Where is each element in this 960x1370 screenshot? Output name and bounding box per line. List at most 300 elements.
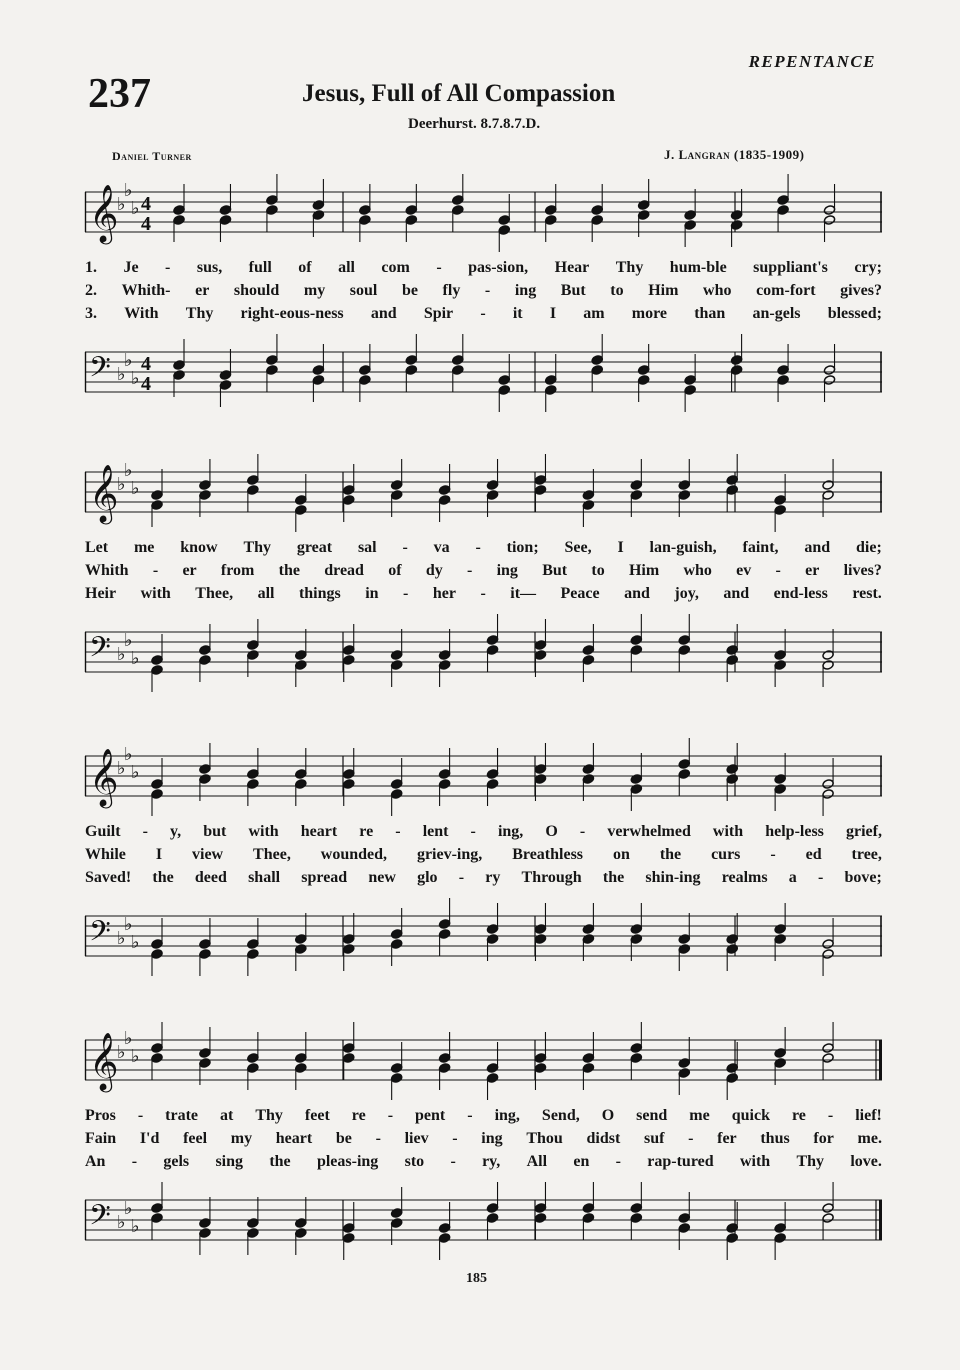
note-head <box>151 1043 163 1054</box>
note-head <box>774 934 786 945</box>
note-head <box>390 1063 402 1074</box>
note-head <box>199 1048 211 1059</box>
note-head <box>438 485 450 496</box>
note-head <box>486 934 498 945</box>
note-head <box>637 200 649 211</box>
note-head <box>545 205 557 216</box>
note-head <box>151 949 163 960</box>
note-head <box>777 195 789 206</box>
note-head <box>630 645 642 656</box>
note-head <box>343 1053 355 1064</box>
note-head <box>534 475 546 486</box>
note-head <box>822 939 834 950</box>
note-head <box>438 495 450 506</box>
note-head <box>582 934 594 945</box>
flat-icon: ♭ <box>124 180 133 201</box>
note-head <box>486 1213 498 1224</box>
note-head <box>199 645 211 656</box>
note-head <box>534 764 546 775</box>
bass-staff <box>85 910 882 966</box>
note-head <box>630 934 642 945</box>
note-head <box>359 375 371 386</box>
music-system-3 <box>85 744 882 980</box>
note-head <box>247 1053 259 1064</box>
note-head <box>678 1068 690 1079</box>
note-head <box>534 1063 546 1074</box>
note-head <box>199 1218 211 1229</box>
note-head <box>438 660 450 671</box>
note-head <box>312 200 324 211</box>
note-head <box>726 1233 738 1244</box>
note-head <box>295 934 307 945</box>
section-label: REPENTANCE <box>748 52 876 71</box>
note-head <box>295 944 307 955</box>
note-head <box>534 924 546 935</box>
hymn-number: 237 <box>88 71 151 117</box>
note-head <box>266 195 278 206</box>
note-head <box>199 774 211 785</box>
lyric-line: Heir with Thee, all things in - her - it— Peace and joy, and end-less rest. <box>85 585 882 602</box>
note-head <box>219 205 231 216</box>
flat-icon: ♭ <box>131 1216 140 1237</box>
note-head <box>777 205 789 216</box>
note-head <box>151 655 163 666</box>
note-head <box>247 1228 259 1239</box>
note-head <box>678 480 690 491</box>
note-head <box>390 789 402 800</box>
note-head <box>343 769 355 780</box>
music-system-2 <box>85 460 882 696</box>
treble-clef-icon: 𝄞 <box>89 1032 119 1090</box>
note-head <box>266 205 278 216</box>
note-head <box>359 205 371 216</box>
note-head <box>678 759 690 770</box>
note-head <box>545 215 557 226</box>
note-head <box>219 380 231 391</box>
lyrics-block <box>85 256 882 325</box>
note-head <box>630 1053 642 1064</box>
note-head <box>774 1223 786 1234</box>
note-head <box>295 505 307 516</box>
note-head <box>295 779 307 790</box>
note-head <box>822 650 834 661</box>
note-head <box>266 365 278 376</box>
flat-icon: ♭ <box>117 194 126 215</box>
note-head <box>534 1213 546 1224</box>
note-head <box>534 640 546 651</box>
note-head <box>591 365 603 376</box>
note-head <box>247 769 259 780</box>
note-head <box>774 1048 786 1059</box>
note-head <box>582 645 594 656</box>
note-head <box>486 635 498 646</box>
note-head <box>582 774 594 785</box>
note-head <box>678 645 690 656</box>
note-head <box>486 1063 498 1074</box>
note-head <box>295 1228 307 1239</box>
note-head <box>774 924 786 935</box>
note-head <box>498 385 510 396</box>
flat-icon: ♭ <box>117 1042 126 1063</box>
note-head <box>343 645 355 656</box>
tune-meter: Deerhurst. 8.7.8.7.D. <box>408 116 541 132</box>
note-head <box>822 1203 834 1214</box>
note-head <box>534 934 546 945</box>
note-head <box>486 645 498 656</box>
note-head <box>343 1223 355 1234</box>
note-head <box>219 215 231 226</box>
note-head <box>591 355 603 366</box>
note-head <box>452 205 464 216</box>
treble-staff <box>85 180 882 242</box>
note-head <box>151 1203 163 1214</box>
note-head <box>822 490 834 501</box>
note-head <box>390 1208 402 1219</box>
note-head <box>343 944 355 955</box>
note-head <box>199 764 211 775</box>
note-head <box>438 769 450 780</box>
note-head <box>247 1218 259 1229</box>
note-head <box>266 355 278 366</box>
note-head <box>822 1053 834 1064</box>
note-head <box>486 480 498 491</box>
hymn-title: Jesus, Full of All Compassion <box>302 80 616 107</box>
note-head <box>359 215 371 226</box>
note-head <box>823 375 835 386</box>
note-head <box>726 475 738 486</box>
note-head <box>582 1213 594 1224</box>
note-head <box>405 365 417 376</box>
note-head <box>726 764 738 775</box>
note-head <box>630 924 642 935</box>
note-head <box>534 485 546 496</box>
flat-icon: ♭ <box>117 364 126 385</box>
note-head <box>726 934 738 945</box>
note-head <box>312 210 324 221</box>
lyric-line: Pros - trate at Thy feet re - pent - ing, Send, O send me quick re - lief! <box>85 1107 882 1124</box>
flat-icon: ♭ <box>117 1212 126 1233</box>
note-head <box>343 655 355 666</box>
note-head <box>295 650 307 661</box>
time-signature-icon: 4 <box>141 373 151 395</box>
note-head <box>591 215 603 226</box>
flat-icon: ♭ <box>117 758 126 779</box>
note-head <box>390 650 402 661</box>
note-head <box>390 929 402 940</box>
note-head <box>295 1218 307 1229</box>
note-head <box>219 370 231 381</box>
note-head <box>151 665 163 676</box>
note-head <box>637 365 649 376</box>
note-head <box>452 355 464 366</box>
note-head <box>774 505 786 516</box>
note-head <box>822 660 834 671</box>
note-head <box>247 475 259 486</box>
flat-icon: ♭ <box>131 478 140 499</box>
music-system-1 <box>85 180 882 416</box>
note-head <box>678 769 690 780</box>
lyric-line: Let me know Thy great sal - va - tion; See, I lan-guish, faint, and die; <box>85 539 882 556</box>
note-head <box>359 365 371 376</box>
flat-icon: ♭ <box>117 644 126 665</box>
flat-icon: ♭ <box>117 928 126 949</box>
bass-clef-icon: 𝄢 <box>89 915 111 955</box>
note-head <box>582 490 594 501</box>
note-head <box>295 769 307 780</box>
note-head <box>151 1213 163 1224</box>
note-head <box>390 1218 402 1229</box>
lyric-line: 1. Je - sus, full of all com - pas-sion, Hear Thy hum-ble suppliant's cry; <box>85 259 882 276</box>
note-head <box>774 660 786 671</box>
note-head <box>678 1213 690 1224</box>
lyrics-block <box>85 536 882 605</box>
note-head <box>390 779 402 790</box>
note-head <box>312 365 324 376</box>
note-head <box>247 1063 259 1074</box>
note-head <box>678 1058 690 1069</box>
note-head <box>774 650 786 661</box>
note-head <box>438 650 450 661</box>
note-head <box>678 490 690 501</box>
note-head <box>151 1053 163 1064</box>
note-head <box>438 1233 450 1244</box>
treble-clef-icon: 𝄞 <box>89 184 119 242</box>
note-head <box>151 500 163 511</box>
bass-staff <box>85 1194 882 1250</box>
note-head <box>173 215 185 226</box>
lyrics-block <box>85 1104 882 1173</box>
note-head <box>247 949 259 960</box>
note-head <box>730 220 742 231</box>
composer-credit: J. Langran (1835-1909) <box>664 147 805 162</box>
note-head <box>343 485 355 496</box>
note-head <box>582 764 594 775</box>
note-head <box>405 355 417 366</box>
note-head <box>684 220 696 231</box>
bass-staff <box>85 346 882 402</box>
note-head <box>343 1233 355 1244</box>
note-head <box>726 655 738 666</box>
note-head <box>199 655 211 666</box>
note-head <box>730 355 742 366</box>
note-head <box>630 1043 642 1054</box>
note-head <box>438 1223 450 1234</box>
note-head <box>534 650 546 661</box>
note-head <box>343 1043 355 1054</box>
lyric-line: While I view Thee, wounded, griev-ing, Breathless on the curs - ed tree, <box>85 846 882 863</box>
note-head <box>486 1073 498 1084</box>
note-head <box>390 939 402 950</box>
note-head <box>199 939 211 950</box>
note-head <box>777 365 789 376</box>
note-head <box>247 650 259 661</box>
note-head <box>582 655 594 666</box>
flat-icon: ♭ <box>124 1198 133 1219</box>
note-head <box>295 495 307 506</box>
author-credit: Daniel Turner <box>112 149 192 163</box>
note-head <box>486 779 498 790</box>
note-head <box>774 774 786 785</box>
note-head <box>173 205 185 216</box>
time-signature-icon: 4 <box>141 193 151 215</box>
note-head <box>498 375 510 386</box>
note-head <box>151 789 163 800</box>
note-head <box>438 929 450 940</box>
note-head <box>822 480 834 491</box>
note-head <box>405 215 417 226</box>
note-head <box>630 784 642 795</box>
lyric-line: 2. Whith- er should my soul be fly - ing But to Him who com-fort gives? <box>85 282 882 299</box>
note-head <box>630 1203 642 1214</box>
lyrics-block <box>85 820 882 889</box>
note-head <box>295 1053 307 1064</box>
time-signature-icon: 4 <box>141 213 151 235</box>
treble-staff <box>85 744 882 806</box>
note-head <box>452 365 464 376</box>
note-head <box>630 480 642 491</box>
treble-clef-icon: 𝄞 <box>89 748 119 806</box>
note-head <box>390 480 402 491</box>
flat-icon: ♭ <box>124 350 133 371</box>
note-head <box>726 645 738 656</box>
note-head <box>630 635 642 646</box>
flat-icon: ♭ <box>131 762 140 783</box>
note-head <box>726 944 738 955</box>
note-head <box>678 934 690 945</box>
note-head <box>486 490 498 501</box>
note-head <box>486 1203 498 1214</box>
note-head <box>545 375 557 386</box>
note-head <box>774 1233 786 1244</box>
note-head <box>173 370 185 381</box>
bass-staff <box>85 626 882 682</box>
flat-icon: ♭ <box>124 460 133 481</box>
note-head <box>726 1063 738 1074</box>
note-head <box>582 924 594 935</box>
note-head <box>438 779 450 790</box>
note-head <box>534 1053 546 1064</box>
note-head <box>582 500 594 511</box>
flat-icon: ♭ <box>131 648 140 669</box>
note-head <box>151 779 163 790</box>
music-system-4 <box>85 1028 882 1264</box>
note-head <box>247 779 259 790</box>
note-head <box>534 1203 546 1214</box>
treble-staff <box>85 460 882 522</box>
page-number: 185 <box>466 1271 487 1286</box>
note-head <box>630 774 642 785</box>
time-signature-icon: 4 <box>141 353 151 375</box>
note-head <box>730 365 742 376</box>
lyric-line: Saved! the deed shall spread new glo - ry Through the shin-ing realms a - bove; <box>85 869 882 886</box>
note-head <box>684 210 696 221</box>
note-head <box>390 660 402 671</box>
lyric-line: 3. With Thy right-eous-ness and Spir - it I am more than an-gels blessed; <box>85 305 882 322</box>
bass-clef-icon: 𝄢 <box>89 631 111 671</box>
note-head <box>823 365 835 376</box>
note-head <box>295 1063 307 1074</box>
note-head <box>678 635 690 646</box>
note-head <box>822 789 834 800</box>
note-head <box>774 1058 786 1069</box>
note-head <box>726 1223 738 1234</box>
flat-icon: ♭ <box>117 474 126 495</box>
note-head <box>822 779 834 790</box>
note-head <box>247 485 259 496</box>
note-head <box>822 1213 834 1224</box>
note-head <box>774 495 786 506</box>
bass-clef-icon: 𝄢 <box>89 1199 111 1239</box>
lyric-line: Guilt - y, but with heart re - lent - ing, O - verwhelmed with help-less grief, <box>85 823 882 840</box>
note-head <box>343 779 355 790</box>
note-head <box>199 490 211 501</box>
lyric-line: Whith - er from the dread of dy - ing But to Him who ev - er lives? <box>85 562 882 579</box>
bass-clef-icon: 𝄢 <box>89 351 111 391</box>
note-head <box>823 215 835 226</box>
note-head <box>247 640 259 651</box>
note-head <box>199 1228 211 1239</box>
note-head <box>823 205 835 216</box>
note-head <box>774 784 786 795</box>
treble-clef-icon: 𝄞 <box>89 464 119 522</box>
note-head <box>591 205 603 216</box>
flat-icon: ♭ <box>131 198 140 219</box>
note-head <box>730 210 742 221</box>
note-head <box>199 1058 211 1069</box>
note-head <box>678 1223 690 1234</box>
note-head <box>247 939 259 950</box>
flat-icon: ♭ <box>131 932 140 953</box>
note-head <box>343 934 355 945</box>
note-head <box>726 485 738 496</box>
note-head <box>684 385 696 396</box>
note-head <box>151 490 163 501</box>
lyric-line: An - gels sing the pleas-ing sto - ry, All en - rap-tured with Thy love. <box>85 1153 882 1170</box>
note-head <box>173 360 185 371</box>
note-head <box>637 375 649 386</box>
flat-icon: ♭ <box>124 914 133 935</box>
note-head <box>630 490 642 501</box>
note-head <box>498 225 510 236</box>
note-head <box>151 939 163 950</box>
note-head <box>199 480 211 491</box>
note-head <box>726 774 738 785</box>
note-head <box>452 195 464 206</box>
flat-icon: ♭ <box>124 744 133 765</box>
note-head <box>637 210 649 221</box>
lyric-line: Fain I'd feel my heart be - liev - ing Thou didst suf - fer thus for me. <box>85 1130 882 1147</box>
flat-icon: ♭ <box>131 368 140 389</box>
note-head <box>390 490 402 501</box>
note-head <box>438 1063 450 1074</box>
note-head <box>582 1203 594 1214</box>
note-head <box>678 944 690 955</box>
note-head <box>486 924 498 935</box>
note-head <box>343 495 355 506</box>
note-head <box>438 919 450 930</box>
note-head <box>199 949 211 960</box>
flat-icon: ♭ <box>124 630 133 651</box>
note-head <box>498 215 510 226</box>
flat-icon: ♭ <box>124 1028 133 1049</box>
note-head <box>822 1043 834 1054</box>
treble-staff <box>85 1028 882 1090</box>
note-head <box>630 1213 642 1224</box>
note-head <box>390 1073 402 1084</box>
flat-icon: ♭ <box>131 1046 140 1067</box>
note-head <box>582 1053 594 1064</box>
note-head <box>822 949 834 960</box>
